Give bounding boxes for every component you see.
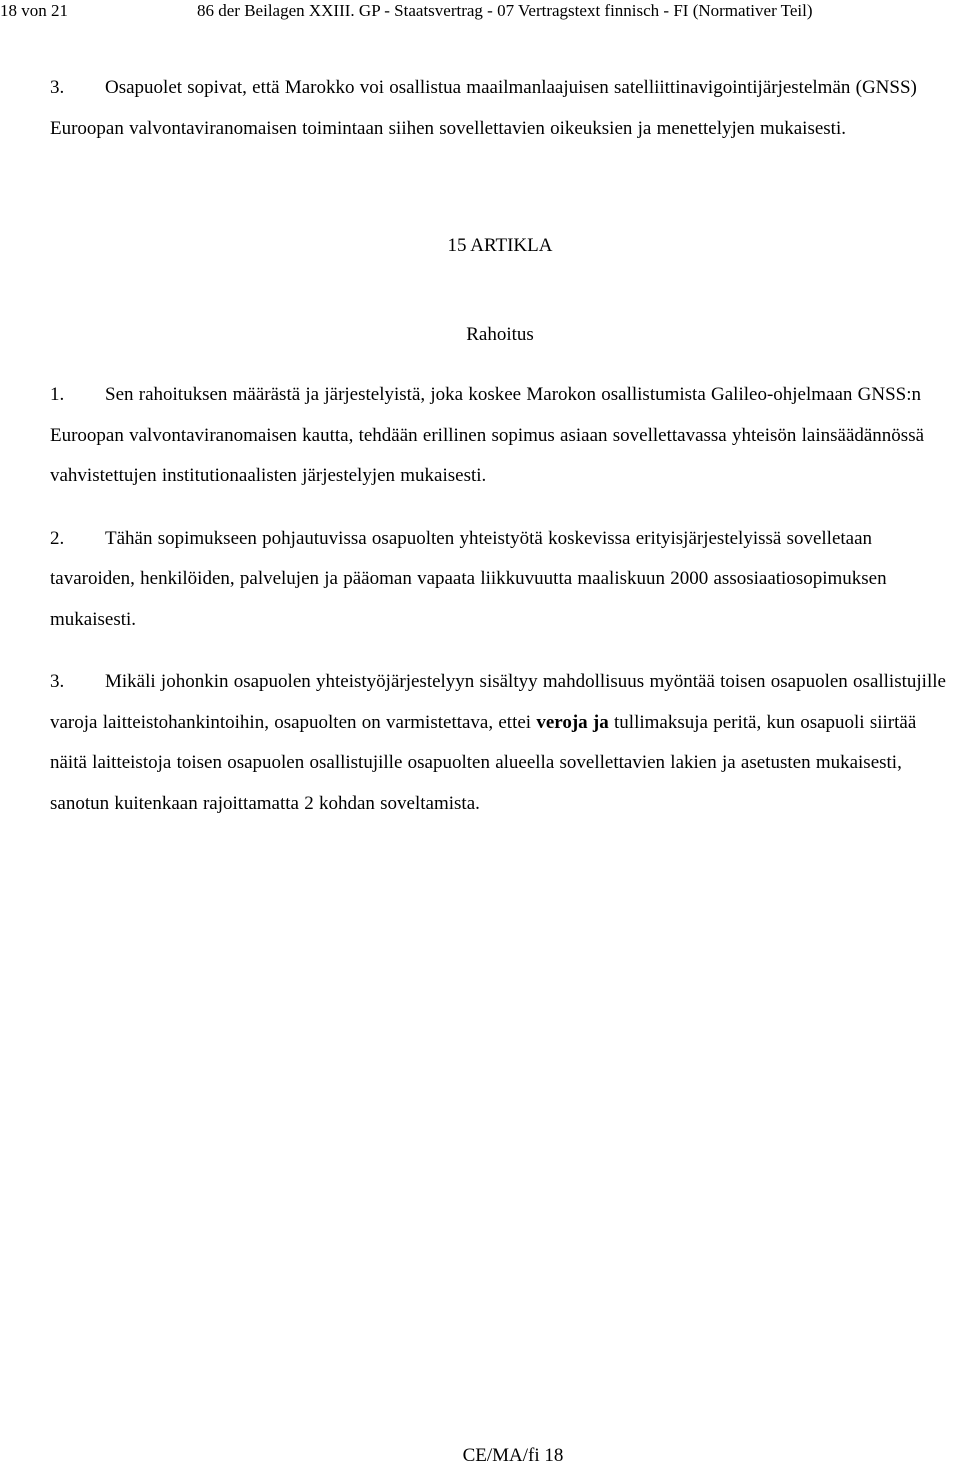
article-title: 15 ARTIKLA: [447, 235, 553, 256]
page-count: 18 von 21: [0, 1, 68, 20]
paragraph-3: [50, 662, 950, 824]
document-title: 86 der Beilagen XXIII. GP - Staatsvertrag - 07 Vertragstext finnisch - FI (Normativer Teil): [197, 1, 813, 20]
article-subtitle: Rahoitus: [466, 324, 534, 345]
page-header: [0, 0, 960, 24]
paragraph-number: 3.: [50, 77, 65, 98]
paragraph-text-bold: veroja ja: [536, 711, 609, 733]
paragraph-text: Sen rahoituksen määrästä ja järjestelyistä, joka koskee Marokon osallistumista Galileo-ohjelmaan GNSS:n Euroopan valvontaviranomaisen kautta, tehdään erillinen sopimus asiaan sovellettavassa yhteisön lainsäädännössä vahvistettujen institutionaalisten järjestelyjen mukaisesti.: [50, 384, 925, 486]
page-footer: [0, 1443, 960, 1469]
paragraph-1: [50, 375, 950, 497]
paragraph-text: Tähän sopimukseen pohjautuvissa osapuolten yhteistyötä koskevissa erityisjärjestelyissä sovelletaan tavaroiden, henkilöiden, palvelujen ja pääoman vapaata liikkuvuutta maaliskuun 2000 assosiaatiosopimuksen mukaisesti.: [50, 527, 887, 630]
footer-page-ref: CE/MA/fi 18: [462, 1445, 564, 1466]
paragraph-2: [50, 519, 950, 641]
intro-paragraph: [50, 68, 950, 149]
paragraph-number: 3.: [50, 671, 65, 692]
paragraph-text-end: tullimaksuja peritä, kun osapuoli siirtää näitä laitteistoja toisen osapuolen osallistujille osapuolten alueella sovellettavien lakien ja asetusten mukaisesti, sanotun kuitenkaan rajoittamatta 2 kohdan soveltamista.: [50, 711, 917, 814]
document-body: [50, 68, 950, 824]
paragraph-text: Osapuolet sopivat, että Marokko voi osallistua maailmanlaajuisen satelliittinavigointijärjestelmän (GNSS) Euroopan valvontaviranomaisen toimintaan siihen sovellettavien oikeuksien ja menettelyjen mukaisesti.: [50, 77, 917, 139]
paragraph-number: 1.: [50, 384, 65, 405]
paragraph-text-start: Mikäli johonkin osapuolen yhteistyöjärjestelyyn sisältyy mahdollisuus myöntää toisen osapuolen osallistujille varoja laitteistohankintoihin, osapuolten on varmistettava, ettei: [50, 671, 946, 733]
paragraph-number: 2.: [50, 527, 65, 549]
